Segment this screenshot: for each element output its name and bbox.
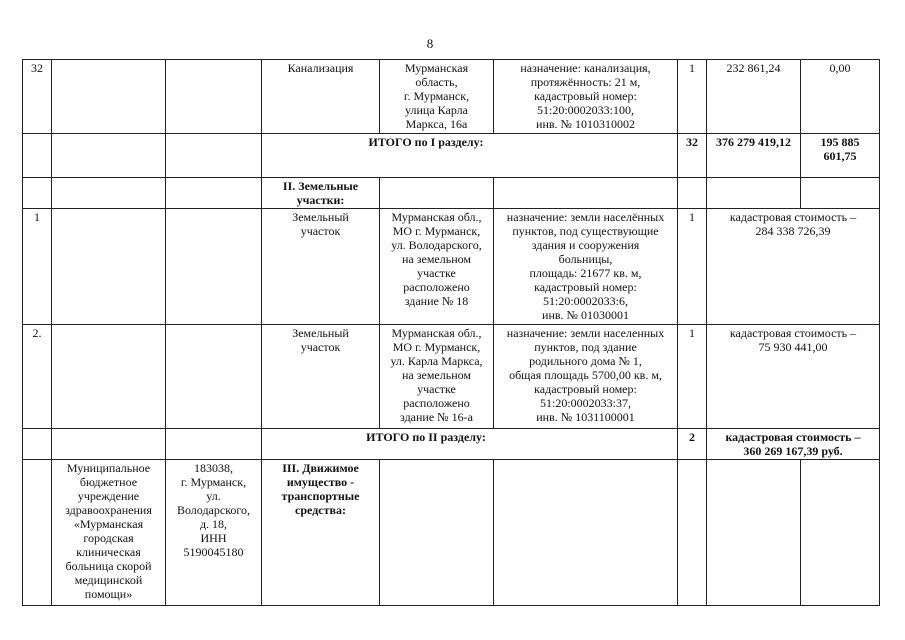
row-number: 32	[23, 60, 52, 134]
object-quantity: 1	[678, 325, 707, 429]
org-cell	[52, 60, 166, 134]
object-address: Мурманская область, г. Мурманск, улица Карла Маркса, 16а	[380, 60, 494, 134]
cadastral-cost: кадастровая стоимость – 284 338 726,39	[707, 209, 880, 325]
object-name: Земельный участок	[262, 209, 380, 325]
section-total-label: ИТОГО по II разделу:	[262, 429, 678, 460]
table-row	[23, 60, 880, 134]
object-address: Мурманская обл., МО г. Мурманск, ул. Карла Маркса, на земельном участке расположено здание № 16-а	[380, 325, 494, 429]
section-total-row	[23, 134, 880, 178]
section-title: II. Земельные участки:	[262, 178, 380, 209]
section-total-residual: 195 885 601,75	[801, 134, 880, 178]
page-number: 8	[426, 36, 434, 51]
residual-value: 0,00	[801, 60, 880, 134]
book-value: 232 861,24	[707, 60, 801, 134]
table-row	[23, 325, 880, 429]
section-total-label: ИТОГО по I разделу:	[262, 134, 678, 178]
object-characteristics: назначение: канализация, протяжённость: 21 м, кадастровый номер: 51:20:0002033:100, инв. № 1010310002	[494, 60, 678, 134]
section-header-row	[23, 178, 880, 209]
section-total-cost: кадастровая стоимость – 360 269 167,39 руб.	[707, 429, 880, 460]
cadastral-cost: кадастровая стоимость – 75 930 441,00	[707, 325, 880, 429]
object-quantity: 1	[678, 209, 707, 325]
section-total-quantity: 32	[678, 134, 707, 178]
object-name: Канализация	[262, 60, 380, 134]
object-characteristics: назначение: земли населенных пунктов, под здание родильного дома № 1, общая площадь 5700,00 кв. м, кадастровый номер: 51:20:0002033:37, инв. № 1031100001	[494, 325, 678, 429]
property-register-table	[22, 59, 880, 606]
object-characteristics: назначение: земли населённых пунктов, под существующие здания и сооружения больницы, площадь: 21677 кв. м, кадастровый номер: 51:20:0002033:6, инв. № 01030001	[494, 209, 678, 325]
org-address-cell	[166, 60, 262, 134]
table-row	[23, 460, 880, 606]
organisation-name: Муниципальное бюджетное учреждение здравоохранения «Мурманская городская клиническая больница скорой медицинской помощи»	[52, 460, 166, 606]
table-row	[23, 209, 880, 325]
section-total-quantity: 2	[678, 429, 707, 460]
object-address: Мурманская обл., МО г. Мурманск, ул. Володарского, на земельном участке расположено здание № 18	[380, 209, 494, 325]
row-number: 2.	[23, 325, 52, 429]
row-number: 1	[23, 209, 52, 325]
object-name: Земельный участок	[262, 325, 380, 429]
section-title: III. Движимое имущество - транспортные средства:	[262, 460, 380, 606]
section-total-row	[23, 429, 880, 460]
section-total-value: 376 279 419,12	[707, 134, 801, 178]
object-quantity: 1	[678, 60, 707, 134]
organisation-address: 183038, г. Мурманск, ул. Володарского, д. 18, ИНН 5190045180	[166, 460, 262, 606]
